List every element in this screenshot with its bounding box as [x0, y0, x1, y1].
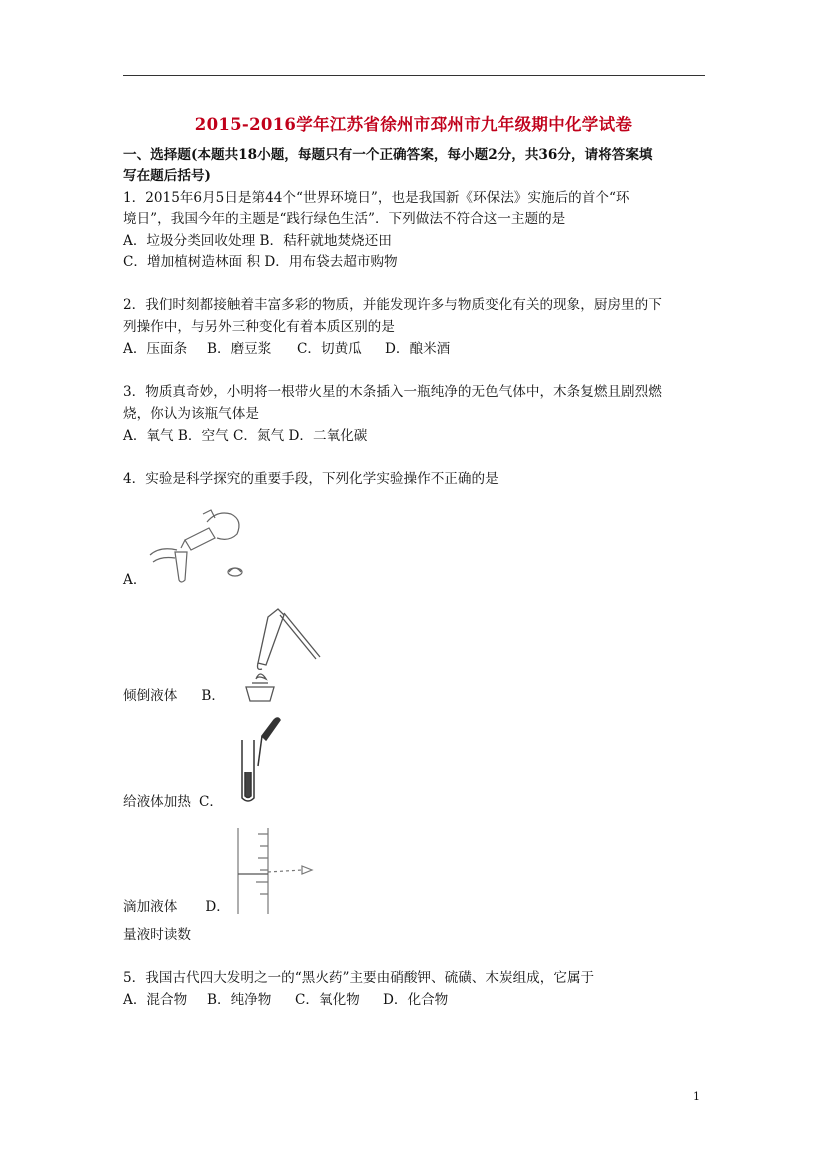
q2-option-b: B．磨豆浆 — [207, 341, 272, 357]
q2-stem-line1: 2．我们时刻都接触着丰富多彩的物质，并能发现许多与物质变化有关的现象，厨房里的下 — [123, 297, 662, 313]
q4-caption-d: 量液时读数 — [123, 927, 191, 943]
q1-options-line1: A．垃圾分类回收处理 B．秸秆就地焚烧还田 — [123, 233, 392, 249]
exam-title: 2015-2016学年江苏省徐州市邳州市九年级期中化学试卷 — [194, 115, 633, 134]
q2-option-c: C．切黄瓜 — [297, 341, 362, 357]
q1-stem-line2: 境日”，我国今年的主题是“践行绿色生活”．下列做法不符合这一主题的是 — [123, 211, 566, 227]
figure-heating-liquid — [230, 605, 325, 705]
q3-stem-line2: 烧，你认为该瓶气体是 — [123, 406, 259, 422]
figure-dropping-liquid — [228, 712, 288, 812]
header-rule — [123, 75, 705, 76]
q4-caption-c — [123, 897, 230, 917]
q5-options — [123, 990, 448, 1010]
q4-caption-a — [123, 686, 225, 706]
q4-label-b: B． — [201, 688, 225, 704]
section-heading-line2: 写在题后括号) — [123, 168, 211, 184]
q4-label-a: A． — [123, 572, 147, 588]
q4-stem: 4．实验是科学探究的重要手段，下列化学实验操作不正确的是 — [123, 471, 499, 487]
q4-caption-b — [123, 792, 223, 812]
q4-label-d: D． — [205, 899, 230, 915]
q2-stem-line2: 列操作中，与另外三种变化有着本质区别的是 — [123, 319, 395, 335]
q5-option-a: A．混合物 — [123, 992, 188, 1008]
figure-reading-cylinder — [228, 824, 323, 916]
page-number: 1 — [693, 1090, 700, 1103]
q5-option-b: B．纯净物 — [207, 992, 272, 1008]
q3-options: A．氧气 B．空气 C．氮气 D．二氧化碳 — [123, 428, 368, 444]
q2-options — [123, 339, 450, 359]
section-heading-line1: 一、选择题(本题共18小题，每题只有一个正确答案，每小题2分，共36分，请将答案填 — [123, 147, 653, 163]
q5-option-c: C．氧化物 — [295, 992, 360, 1008]
q4-caption-a-text: 倾倒液体 — [123, 688, 178, 704]
q1-options-line2: C．增加植树造林面 积 D．用布袋去超市购物 — [123, 254, 398, 270]
q5-stem: 5．我国古代四大发明之一的“黑火药”主要由硝酸钾、硫磺、木炭组成，它属于 — [123, 970, 595, 986]
q4-caption-c-text: 滴加液体 — [123, 899, 178, 915]
figure-pouring-liquid — [145, 500, 255, 585]
q1-stem-line1: 1．2015年6月5日是第44个“世界环境日”，也是我国新《环保法》实施后的首个“环 — [123, 190, 630, 206]
q2-option-d: D．酿米酒 — [385, 341, 451, 357]
q2-option-a: A．压面条 — [123, 341, 188, 357]
q3-stem-line1: 3．物质真奇妙，小明将一根带火星的木条插入一瓶纯净的无色气体中，木条复燃且剧烈燃 — [123, 384, 662, 400]
q5-option-d: D．化合物 — [383, 992, 449, 1008]
q4-caption-b-text: 给液体加热 — [123, 794, 191, 810]
q4-label-c: C． — [198, 794, 223, 810]
